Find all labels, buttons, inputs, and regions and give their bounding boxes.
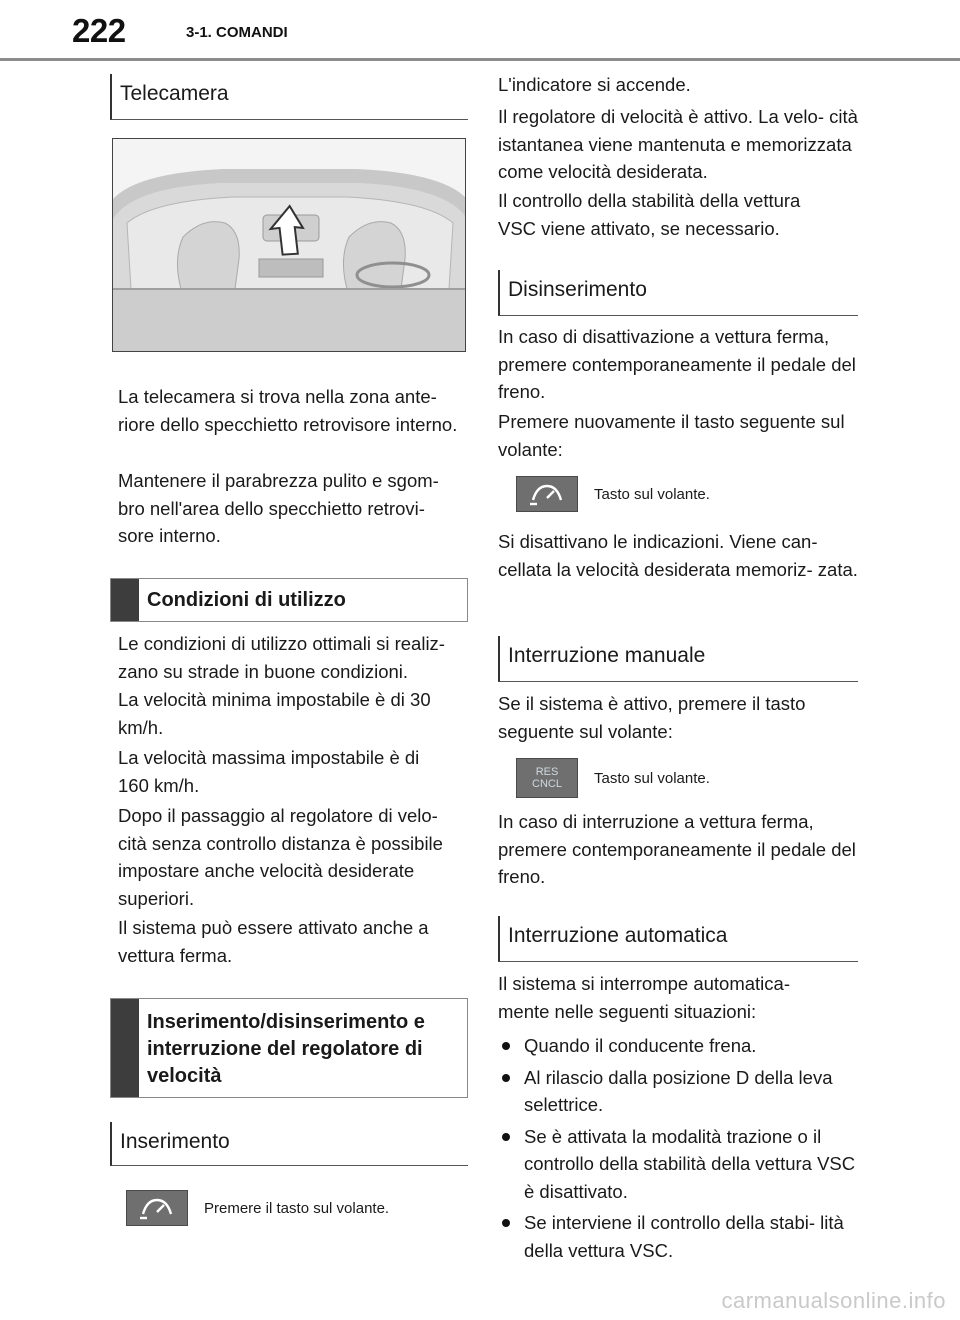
inserimento-key-row bbox=[126, 1190, 389, 1226]
res-cncl-key bbox=[516, 758, 578, 798]
paragraph-right-3: Il controllo della stabilità della vettura VSC viene attivato, se necessario. bbox=[498, 190, 801, 239]
paragraph-auto-1: Il sistema si interrompe automatica- mente nelle seguenti situazioni: bbox=[498, 973, 790, 1022]
paragraph-telecamera-1: La telecamera si trova nella zona ante- riore dello specchietto retrovisore interno. bbox=[118, 386, 458, 435]
key-description: Premere il tasto sul volante. bbox=[204, 1199, 390, 1217]
cruise-control-icon bbox=[527, 482, 567, 506]
watermark: carmanualsonline.info bbox=[721, 1288, 946, 1313]
cruise-control-key bbox=[126, 1190, 188, 1226]
paragraph-telecamera-2: Mantenere il parabrezza pulito e sgom- bro nell'area dello specchietto retrovi- sore interno. bbox=[118, 470, 439, 546]
paragraph-man-1: Se il sistema è attivo, premere il tasto seguente sul volante: bbox=[498, 693, 806, 742]
paragraph-dis-3: Si disattivano le indicazioni. Viene can- cellata la velocità desiderata memoriz- zata. bbox=[498, 531, 858, 580]
heading-bar bbox=[111, 579, 139, 621]
key-description: Tasto sul volante. bbox=[594, 485, 710, 503]
page-header bbox=[0, 0, 960, 62]
manuale-key-row bbox=[516, 758, 710, 798]
list-item: Se interviene il controllo della stabi- lità della vettura VSC. bbox=[498, 1209, 858, 1264]
paragraph-condizioni-2: La velocità minima impostabile è di 30 km/h. bbox=[118, 689, 431, 738]
section-heading-text: Inserimento bbox=[120, 1130, 230, 1153]
car-interior-illustration bbox=[113, 139, 466, 352]
paragraph-dis-2: Premere nuovamente il tasto seguente sul volante: bbox=[498, 411, 845, 460]
key-label-cncl: CNCL bbox=[532, 778, 562, 790]
paragraph-dis-1: In caso di disattivazione a vettura ferma, premere contemporaneamente il pedale del freno. bbox=[498, 326, 856, 402]
paragraph-man-2: In caso di interruzione a vettura ferma, premere contemporaneamente il pedale del freno. bbox=[498, 811, 856, 887]
section-heading-interruzione-manuale bbox=[498, 636, 858, 682]
section-heading-interruzione-automatica bbox=[498, 916, 858, 962]
list-item: Se è attivata la modalità trazione o il controllo della stabilità della vettura VSC è disattivato. bbox=[498, 1123, 858, 1206]
cruise-control-key bbox=[516, 476, 578, 512]
section-heading-text: Interruzione automatica bbox=[508, 924, 728, 947]
section-heading-telecamera bbox=[110, 74, 468, 120]
heading-bar bbox=[111, 999, 139, 1097]
section-heading-inserimento-block bbox=[110, 998, 468, 1098]
paragraph-condizioni-4: Dopo il passaggio al regolatore di velo- cità senza controllo distanza è possibile impostare anche velocità desiderate superiori. bbox=[118, 805, 443, 909]
section-heading-text: Inserimento/disinserimento e interruzione del regolatore di velocità bbox=[147, 1011, 425, 1087]
disinserimento-key-row bbox=[516, 476, 710, 512]
page-number: 222 bbox=[72, 12, 126, 49]
paragraph-condizioni-3: La velocità massima impostabile è di 160 km/h. bbox=[118, 747, 420, 796]
paragraph-right-1: L'indicatore si accende. bbox=[498, 74, 691, 95]
chapter-title: 3-1. COMANDI bbox=[186, 24, 288, 41]
list-item: Quando il conducente frena. bbox=[498, 1032, 858, 1060]
section-heading-text: Interruzione manuale bbox=[508, 644, 706, 667]
paragraph-condizioni-5: Il sistema può essere attivato anche a vettura ferma. bbox=[118, 917, 429, 966]
paragraph-right-2: Il regolatore di velocità è attivo. La velo- cità istantanea viene mantenuta e memorizzata come velocità desiderata. bbox=[498, 106, 858, 182]
key-description: Tasto sul volante. bbox=[594, 769, 710, 787]
section-heading-text: Disinserimento bbox=[508, 278, 647, 301]
section-heading-text: Telecamera bbox=[120, 82, 229, 105]
key-label-res: RES bbox=[535, 766, 559, 778]
section-heading-text: Condizioni di utilizzo bbox=[147, 589, 346, 611]
section-heading-inserimento bbox=[110, 1122, 468, 1166]
header-rule bbox=[0, 58, 960, 61]
section-heading-disinserimento bbox=[498, 270, 858, 316]
cruise-control-icon bbox=[137, 1196, 177, 1220]
automatic-interruption-list bbox=[498, 1032, 858, 1268]
paragraph-condizioni-1: Le condizioni di utilizzo ottimali si realiz- zano su strade in buone condizioni. bbox=[118, 633, 445, 682]
list-item: Al rilascio dalla posizione D della leva selettrice. bbox=[498, 1064, 858, 1119]
section-heading-condizioni bbox=[110, 578, 468, 622]
camera-location-photo bbox=[112, 138, 466, 352]
